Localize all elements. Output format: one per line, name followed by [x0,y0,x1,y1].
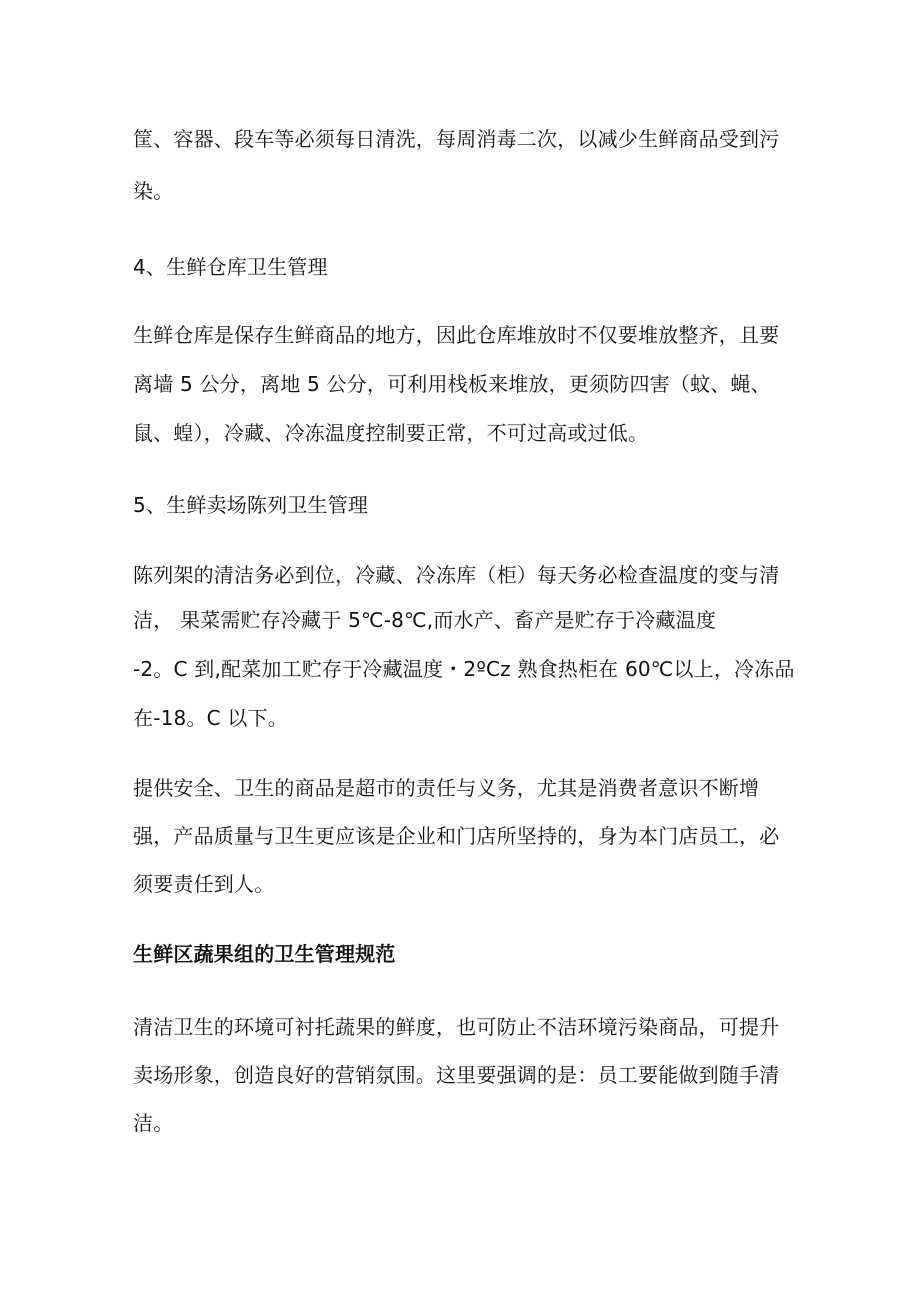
paragraph-line: 洁， 果菜需贮存冷藏于 5℃-8℃,而水产、畜产是贮存于冷藏温度 [133,608,717,632]
paragraph-line: 在-18。C 以下。 [133,706,288,730]
paragraph-line: -2。C 到,配菜加工贮存于冷藏温度・2ºCz 熟食热柜在 60℃以上，冷冻品 [133,657,795,681]
paragraph-line: 陈列架的清洁务必到位，冷藏、冷冻库（柜）每天务必检查温度的变与清 [133,563,780,587]
paragraph-line: 强，产品质量与卫生更应该是企业和门店所坚持的，身为本门店员工，必 [133,824,780,848]
paragraph-line: 须要责任到人。 [133,872,275,896]
section-heading: 5、生鲜卖场陈列卫生管理 [133,493,369,517]
paragraph-line: 提供安全、卫生的商品是超市的责任与义务，尤其是消费者意识不断增 [133,776,760,800]
paragraph-line: 生鲜仓库是保存生鲜商品的地方，因此仓库堆放时不仅要堆放整齐，且要 [133,323,780,347]
paragraph-line: 染。 [133,179,174,203]
paragraph-line: 卖场形象，创造良好的营销氛围。这里要强调的是：员工要能做到随手清 [133,1063,780,1087]
paragraph-line: 离墙 5 公分，离地 5 公分，可利用栈板来堆放，更须防四害（蚊、蝇、 [133,372,771,396]
section-heading: 4、生鲜仓库卫生管理 [133,255,328,279]
paragraph-line: 洁。 [133,1111,174,1135]
paragraph-line: 清洁卫生的环境可衬托蔬果的鲜度，也可防止不洁环境污染商品，可提升 [133,1015,780,1039]
paragraph-line: 筐、容器、段车等必须每日清洗，每周消毒二次，以减少生鲜商品受到污 [133,127,780,151]
paragraph-line: 鼠、蝗），冷藏、冷冻温度控制要正常，不可过高或过低。 [133,421,649,445]
section-heading-bold: 生鲜区蔬果组的卫生管理规范 [133,942,396,966]
